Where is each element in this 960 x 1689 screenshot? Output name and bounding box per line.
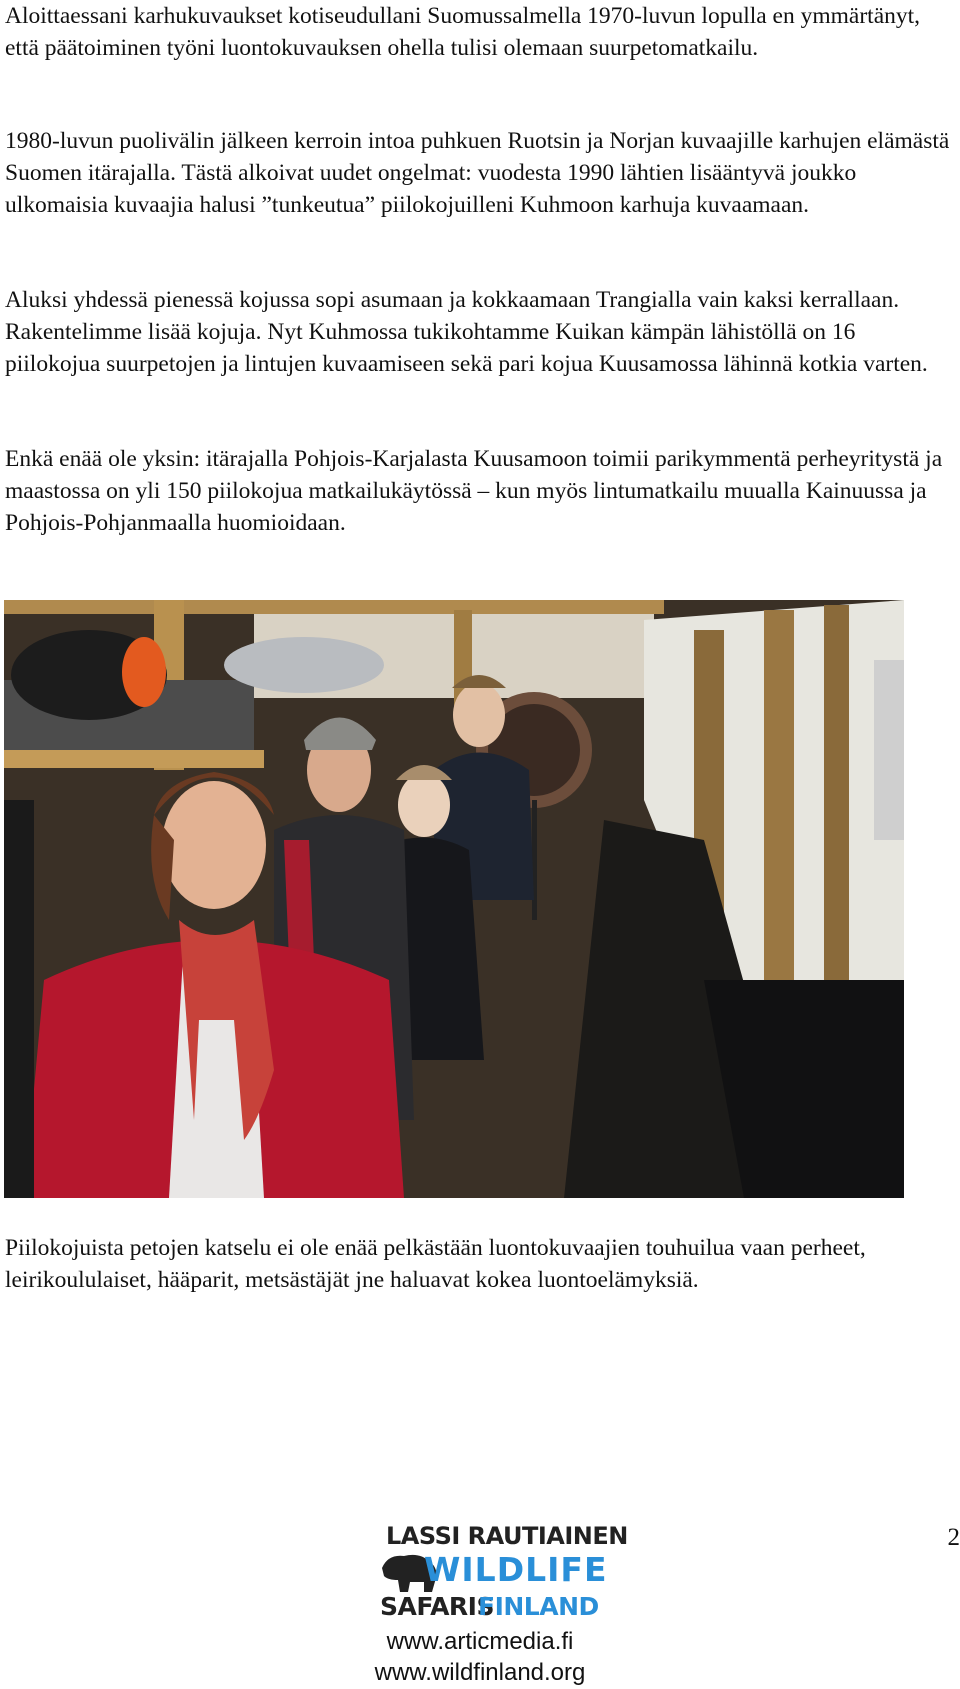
paragraph-4: Enkä enää ole yksin: itärajalla Pohjois-Karjalasta Kuusamoon toimii parikymmentä perheyritystä ja maastossa on yli 150 piilokojua matkailukäytössä – kun myös lintumatkailu muualla Kainuussa ja Pohjois-Pohjanmaalla huomioidaan. [5, 446, 943, 536]
paragraph-3: Aluksi yhdessä pienessä kojussa sopi asumaan ja kokkaamaan Trangialla vain kaksi kerrallaan. Rakentelimme lisää kojuja. Nyt Kuhmossa tukikohtamme Kuikan kämpän lähistöllä on 16 piilokojua suurpetojen ja lintujen kuvaamiseen sekä pari kojua Kuusamossa lähinnä kotkia varten. [5, 287, 928, 377]
logo-text: FINLAND [478, 1592, 599, 1621]
wildlife-safaris-logo [380, 1522, 628, 1622]
page-number: 2 [947, 1524, 960, 1551]
logo-text: LASSI RAUTIAINEN [386, 1522, 628, 1550]
logo-text: WILDLIFE [424, 1550, 608, 1589]
wildfinland-link[interactable]: www.wildfinland.org [374, 1659, 586, 1686]
photo-caption: Piilokojuista petojen katselu ei ole enää pelkästään luontokuvaajien touhuilua vaan perheet, leirikoululaiset, hääparit, metsästäjät jne haluavat kokea luontoelämyksiä. [5, 1235, 866, 1293]
paragraph-2: 1980-luvun puolivälin jälkeen kerroin intoa puhkuen Ruotsin ja Norjan kuvaajille karhujen elämästä Suomen itärajalla. Tästä alkoivat uudet ongelmat: vuodesta 1990 lähtien lisääntyvä joukko ulkomaisia kuvaajia halusi ”tunkeutua” piilokojuilleni Kuhmoon karhuja kuvaamaan. [5, 128, 950, 218]
logo-text: SAFARIS [380, 1592, 494, 1621]
paragraph-1: Aloittaessani karhukuvaukset kotiseudullani Suomussalmella 1970-luvun lopulla en ymmärtänyt, että päätoiminen työni luontokuvauksen ohella tulisi olemaan suurpetomatkailu. [5, 3, 921, 61]
hide-interior-photo [4, 600, 904, 1198]
articmedia-link[interactable]: www.articmedia.fi [386, 1628, 574, 1655]
